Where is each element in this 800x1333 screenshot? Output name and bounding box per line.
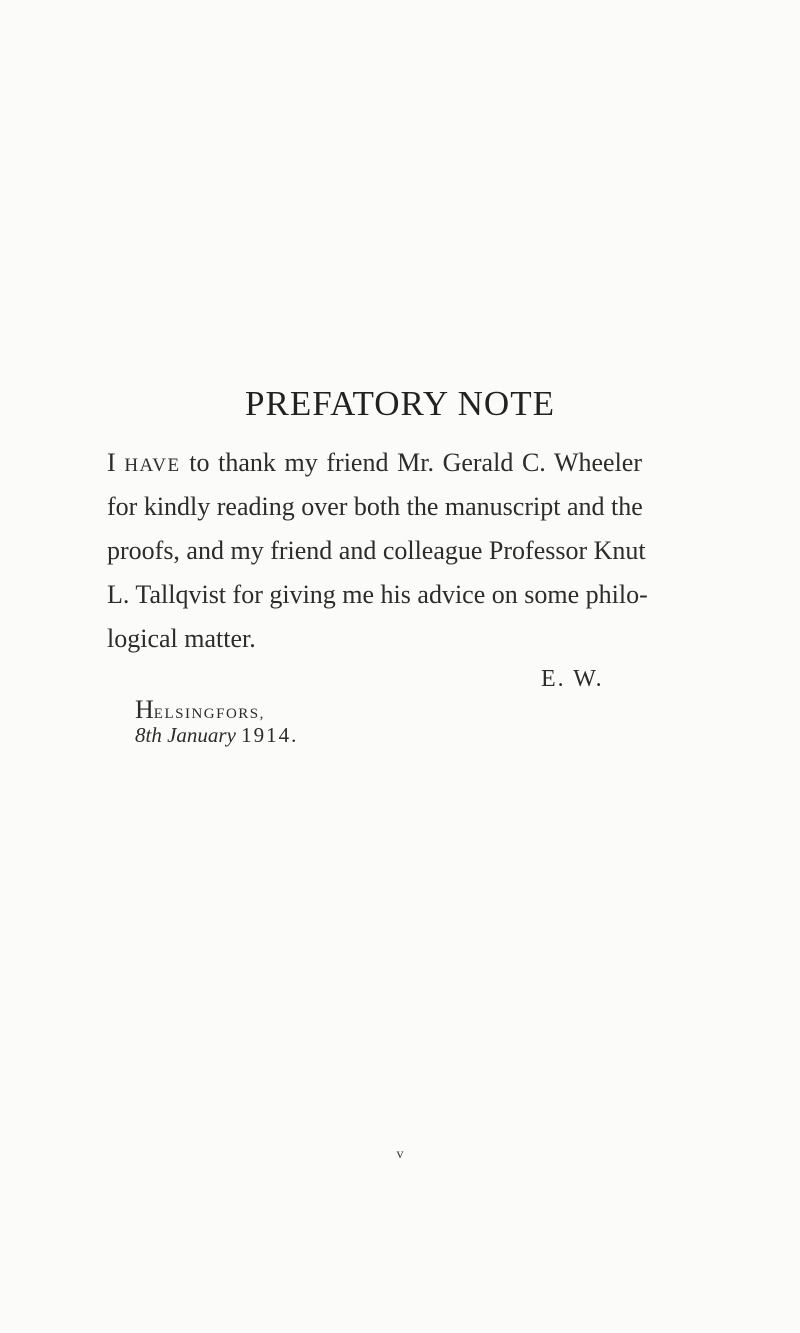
place-initial: H xyxy=(135,695,154,724)
page-title: PREFATORY NOTE xyxy=(245,384,555,423)
paragraph-line-3: proofs, and my friend and colleague Professor Knut xyxy=(107,536,646,565)
place-line xyxy=(135,695,265,725)
paragraph-line-5: logical matter. xyxy=(107,624,256,653)
date-line xyxy=(135,723,298,748)
first-word-initial: I xyxy=(107,448,116,477)
date-year: 1914. xyxy=(241,723,299,747)
date-day: 8th January xyxy=(135,723,236,747)
paragraph-line-1 xyxy=(107,441,642,488)
author-signature: E. W. xyxy=(541,666,604,692)
paragraph-line-4: L. Tallqvist for giving me his advice on some philo- xyxy=(107,580,648,609)
page-number: v xyxy=(396,1147,404,1162)
place-rest: ELSINGFORS, xyxy=(153,706,265,722)
line-1-text: to thank my friend Mr. Gerald C. Wheeler xyxy=(189,448,643,477)
paragraph-line-2: for kindly reading over both the manuscript and the xyxy=(107,492,643,521)
first-word-small-caps: HAVE xyxy=(124,455,181,476)
